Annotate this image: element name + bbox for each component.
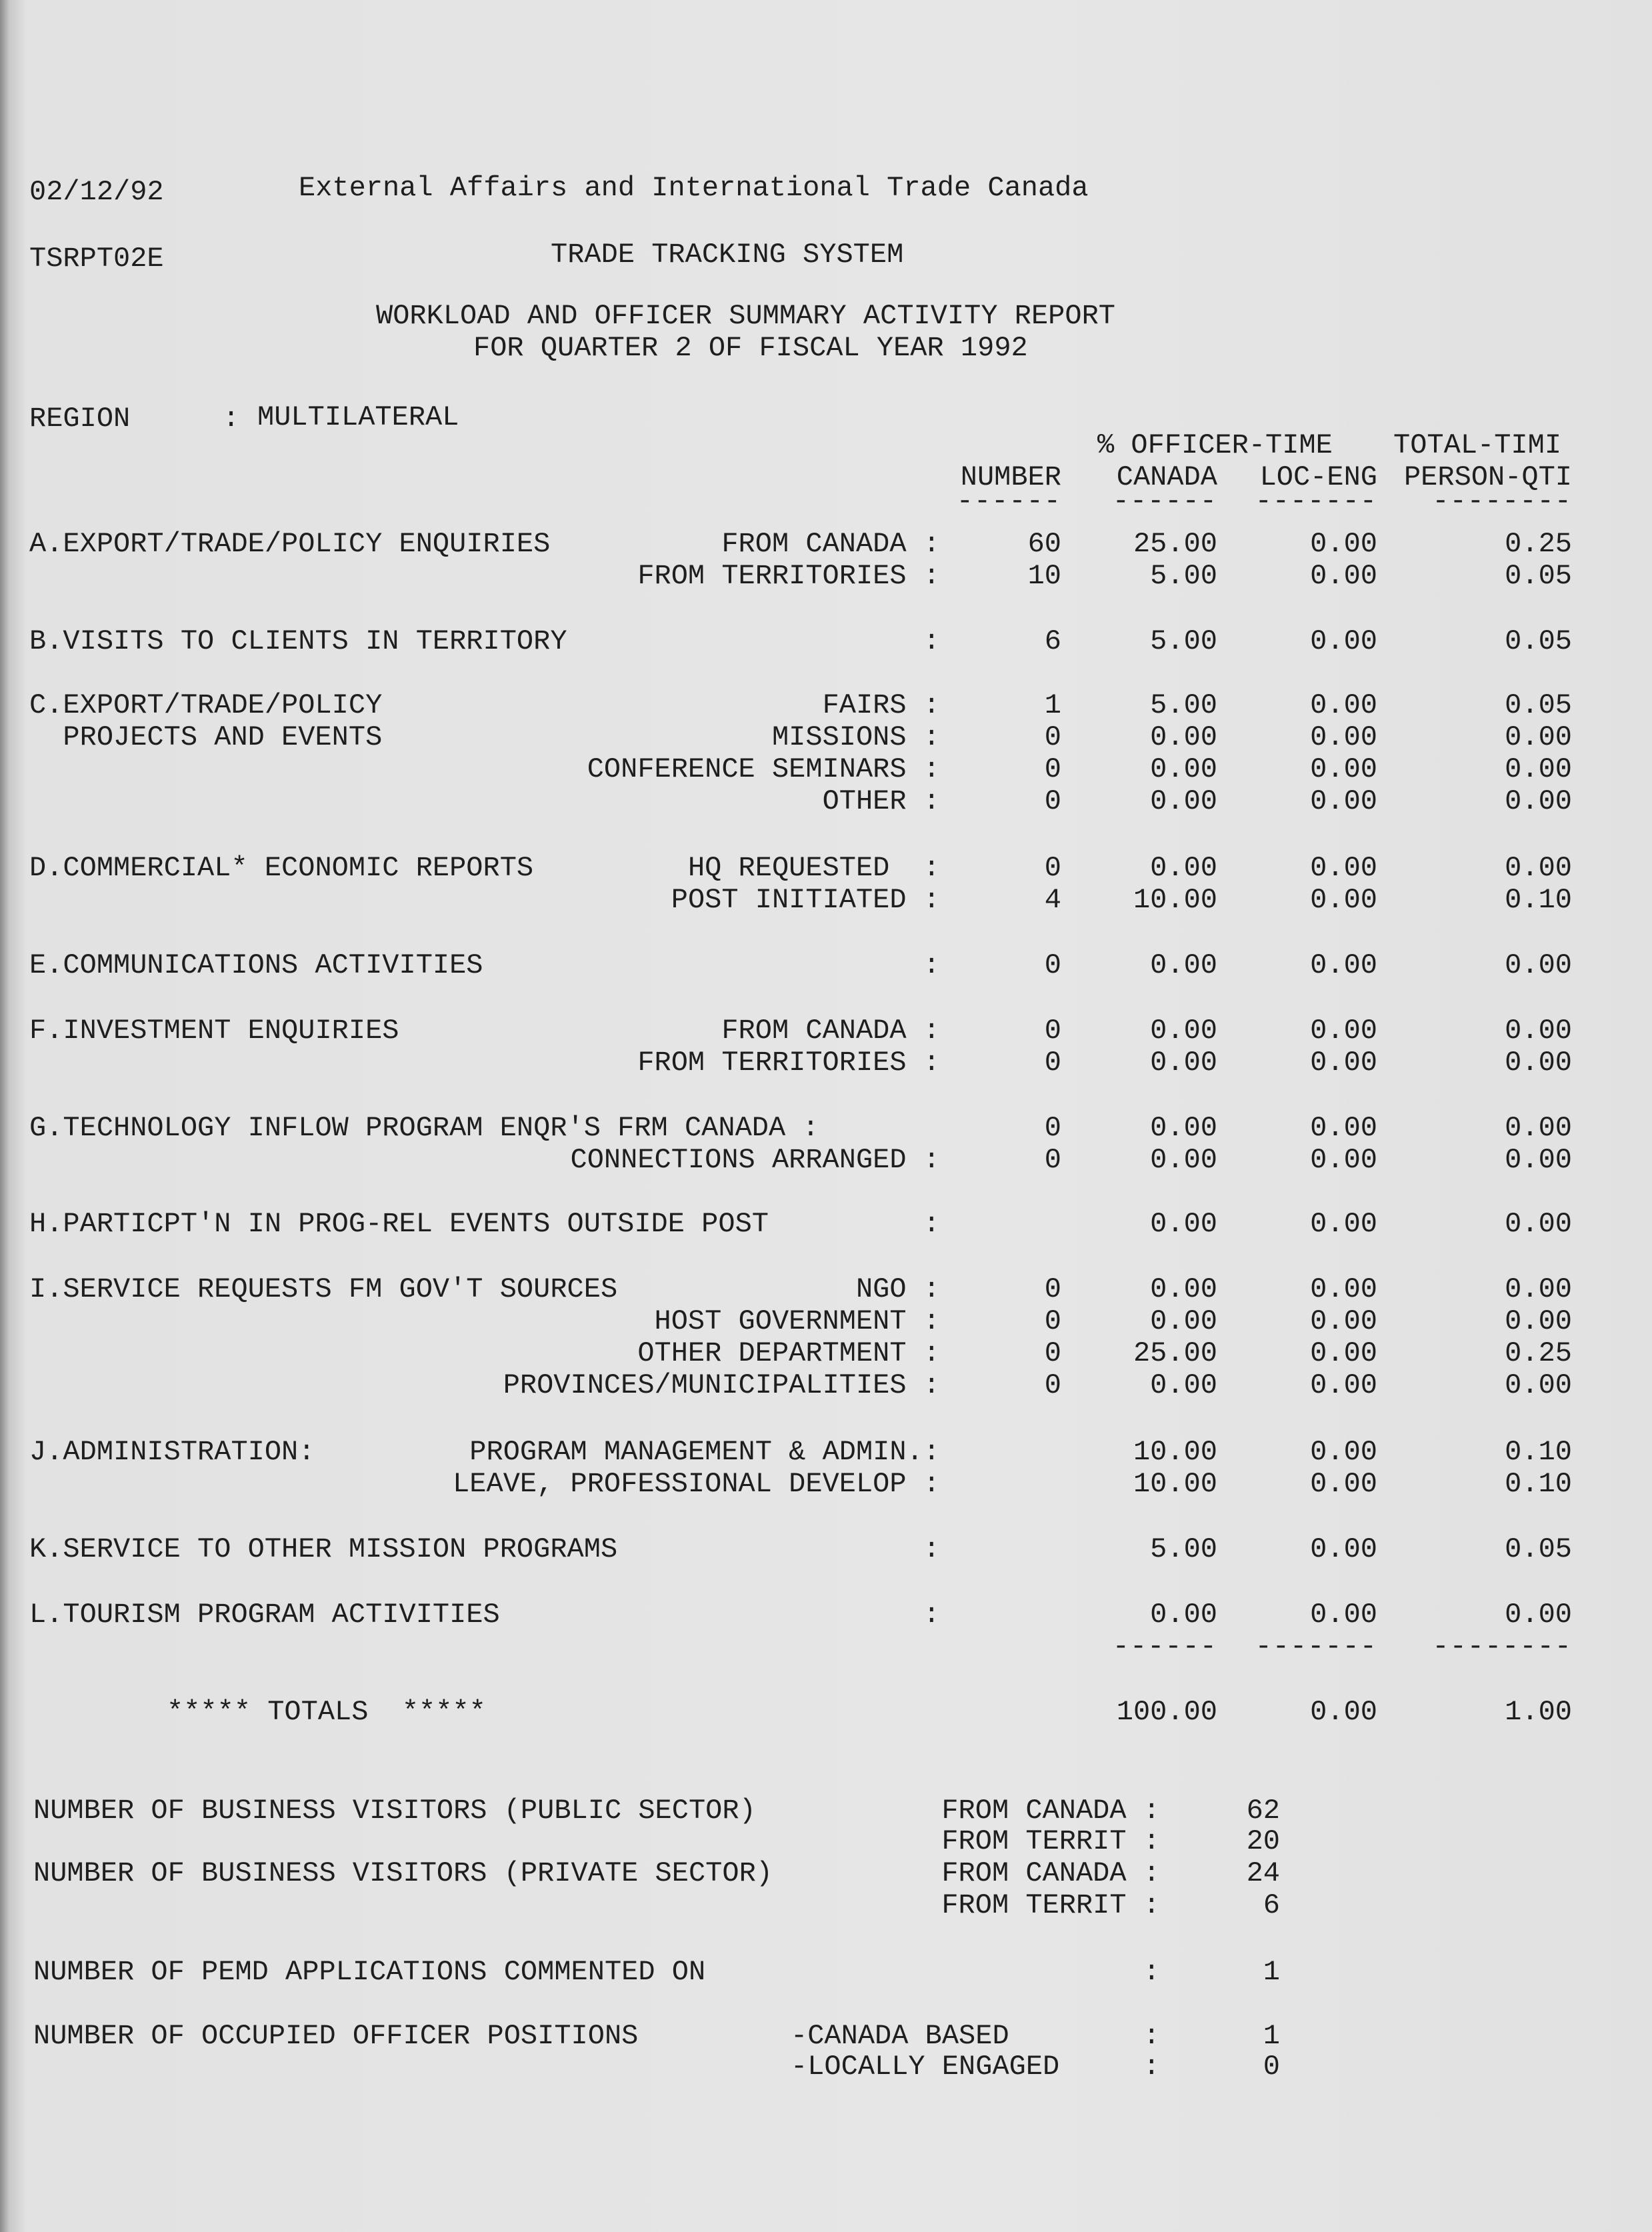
row-number: 0 <box>1044 1273 1061 1305</box>
row-loc-eng: 0.00 <box>1310 1436 1377 1468</box>
row-canada: 25.00 <box>1133 1337 1217 1369</box>
row-label: G.TECHNOLOGY INFLOW PROGRAM ENQR'S FRM CANADA : <box>29 1112 819 1144</box>
row-sublabel: : <box>923 625 940 657</box>
table-row <box>0 1436 1652 1468</box>
row-number: 1 <box>1044 689 1061 721</box>
row-person-qtr: 0.00 <box>1505 785 1572 817</box>
program-id: TSRPT02E <box>29 243 164 275</box>
pemd-value: 1 <box>1263 1956 1280 1988</box>
row-loc-eng: 0.00 <box>1310 1015 1377 1047</box>
row-loc-eng: 0.00 <box>1310 528 1377 560</box>
row-number: 0 <box>1044 949 1061 981</box>
row-number: 60 <box>1027 528 1061 560</box>
row-sublabel: FROM TERRITORIES : <box>637 1047 940 1079</box>
row-person-qtr: 0.00 <box>1505 1112 1572 1144</box>
list-item <box>0 2020 1652 2052</box>
row-number: 6 <box>1044 625 1061 657</box>
person-qtr-rule: -------- <box>1432 485 1572 517</box>
row-person-qtr: 0.00 <box>1505 1599 1572 1631</box>
row-canada: 10.00 <box>1133 1436 1217 1468</box>
visitor-origin: FROM TERRIT : <box>941 1889 1160 1921</box>
loc-eng-header: LOC-ENG <box>1259 461 1377 493</box>
totals-loc-eng: 0.00 <box>1310 1696 1377 1728</box>
row-loc-eng: 0.00 <box>1310 1144 1377 1176</box>
row-label: PROJECTS AND EVENTS <box>29 721 383 753</box>
region-label: REGION <box>29 403 131 435</box>
visitor-origin: FROM CANADA : <box>941 1857 1160 1889</box>
row-loc-eng: 0.00 <box>1310 753 1377 785</box>
row-person-qtr: 0.00 <box>1505 852 1572 884</box>
visitor-count: 20 <box>1246 1825 1280 1857</box>
report-title: WORKLOAD AND OFFICER SUMMARY ACTIVITY REPORT <box>376 300 1115 332</box>
row-canada: 0.00 <box>1150 753 1217 785</box>
row-person-qtr: 0.00 <box>1505 1047 1572 1079</box>
row-canada: 0.00 <box>1150 1369 1217 1401</box>
row-number: 4 <box>1044 884 1061 916</box>
row-label: C.EXPORT/TRADE/POLICY <box>29 689 383 721</box>
row-number: 0 <box>1044 1337 1061 1369</box>
table-row <box>0 753 1652 785</box>
table-row <box>0 1208 1652 1240</box>
positions-separator: : <box>1143 2020 1160 2052</box>
row-number: 10 <box>1027 560 1061 592</box>
visitor-origin: FROM TERRIT : <box>941 1825 1160 1857</box>
row-loc-eng: 0.00 <box>1310 1208 1377 1240</box>
row-label: J.ADMINISTRATION: <box>29 1436 315 1468</box>
table-row <box>0 785 1652 817</box>
table-row <box>0 1369 1652 1401</box>
table-row <box>0 852 1652 884</box>
number-header: NUMBER <box>960 461 1061 493</box>
row-sublabel: FROM CANADA : <box>721 1015 940 1047</box>
list-item <box>0 1795 1652 1827</box>
row-person-qtr: 0.00 <box>1505 1144 1572 1176</box>
totals-canada-rule: ------ <box>1112 1631 1217 1663</box>
row-sublabel: MISSIONS : <box>771 721 940 753</box>
row-sublabel: FROM TERRITORIES : <box>637 560 940 592</box>
positions-value: 0 <box>1263 2051 1280 2083</box>
row-loc-eng: 0.00 <box>1310 884 1377 916</box>
row-person-qtr: 0.10 <box>1505 884 1572 916</box>
row-canada: 0.00 <box>1150 785 1217 817</box>
table-row <box>0 1337 1652 1369</box>
table-row <box>0 1015 1652 1047</box>
row-sublabel: : <box>923 949 940 981</box>
positions-type: -CANADA BASED <box>791 2020 1009 2052</box>
row-loc-eng: 0.00 <box>1310 1305 1377 1337</box>
row-canada: 10.00 <box>1133 1468 1217 1500</box>
row-number: 0 <box>1044 721 1061 753</box>
row-number: 0 <box>1044 753 1061 785</box>
row-person-qtr: 0.25 <box>1505 1337 1572 1369</box>
table-row <box>0 1047 1652 1079</box>
row-canada: 5.00 <box>1150 625 1217 657</box>
row-person-qtr: 0.05 <box>1505 560 1572 592</box>
row-sublabel: PROVINCES/MUNICIPALITIES : <box>503 1369 940 1401</box>
row-person-qtr: 0.00 <box>1505 1208 1572 1240</box>
row-canada: 25.00 <box>1133 528 1217 560</box>
row-label: H.PARTICPT'N IN PROG-REL EVENTS OUTSIDE POST <box>29 1208 769 1240</box>
row-loc-eng: 0.00 <box>1310 1047 1377 1079</box>
row-sublabel: POST INITIATED : <box>671 884 940 916</box>
row-label: F.INVESTMENT ENQUIRIES <box>29 1015 399 1047</box>
row-sublabel: CONFERENCE SEMINARS : <box>587 753 940 785</box>
row-label: E.COMMUNICATIONS ACTIVITIES <box>29 949 483 981</box>
row-canada: 0.00 <box>1150 852 1217 884</box>
positions-label: NUMBER OF OCCUPIED OFFICER POSITIONS <box>33 2020 639 2052</box>
totals-person-qtr: 1.00 <box>1505 1696 1572 1728</box>
visitor-label: NUMBER OF BUSINESS VISITORS (PRIVATE SECTOR) <box>33 1857 773 1889</box>
row-loc-eng: 0.00 <box>1310 1468 1377 1500</box>
row-loc-eng: 0.00 <box>1310 1599 1377 1631</box>
region-separator: : <box>223 403 240 435</box>
table-row <box>0 1468 1652 1500</box>
row-label: B.VISITS TO CLIENTS IN TERRITORY <box>29 625 567 657</box>
positions-value: 1 <box>1263 2020 1280 2052</box>
row-loc-eng: 0.00 <box>1310 1533 1377 1565</box>
row-canada: 10.00 <box>1133 884 1217 916</box>
row-canada: 0.00 <box>1150 1112 1217 1144</box>
organization-name: External Affairs and International Trade Canada <box>299 172 1089 204</box>
row-sublabel: FAIRS : <box>822 689 940 721</box>
row-person-qtr: 0.00 <box>1505 949 1572 981</box>
row-number: 0 <box>1044 852 1061 884</box>
row-person-qtr: 0.10 <box>1505 1468 1572 1500</box>
row-loc-eng: 0.00 <box>1310 1273 1377 1305</box>
row-loc-eng: 0.00 <box>1310 1369 1377 1401</box>
list-item <box>0 1889 1652 1921</box>
row-sublabel: LEAVE, PROFESSIONAL DEVELOP : <box>453 1468 940 1500</box>
table-row <box>0 884 1652 916</box>
row-sublabel: CONNECTIONS ARRANGED : <box>570 1144 940 1176</box>
row-canada: 5.00 <box>1150 1533 1217 1565</box>
table-row <box>0 625 1652 657</box>
row-number: 0 <box>1044 1047 1061 1079</box>
row-label: L.TOURISM PROGRAM ACTIVITIES <box>29 1599 500 1631</box>
row-person-qtr: 0.00 <box>1505 721 1572 753</box>
totals-person-qtr-rule: -------- <box>1432 1631 1572 1663</box>
row-sublabel: : <box>923 1533 940 1565</box>
row-person-qtr: 0.25 <box>1505 528 1572 560</box>
row-person-qtr: 0.00 <box>1505 1305 1572 1337</box>
pemd-label: NUMBER OF PEMD APPLICATIONS COMMENTED ON <box>33 1956 706 1988</box>
row-sublabel: HOST GOVERNMENT : <box>654 1305 940 1337</box>
row-loc-eng: 0.00 <box>1310 625 1377 657</box>
report-period: FOR QUARTER 2 OF FISCAL YEAR 1992 <box>473 332 1028 364</box>
row-label: A.EXPORT/TRADE/POLICY ENQUIRIES <box>29 528 551 560</box>
row-canada: 0.00 <box>1150 949 1217 981</box>
row-person-qtr: 0.00 <box>1505 1369 1572 1401</box>
loc-eng-rule: ------- <box>1255 485 1377 517</box>
number-rule: ------ <box>956 485 1061 517</box>
visitor-count: 62 <box>1246 1795 1280 1827</box>
row-canada: 0.00 <box>1150 1273 1217 1305</box>
row-label: D.COMMERCIAL* ECONOMIC REPORTS <box>29 852 534 884</box>
table-row <box>0 1112 1652 1144</box>
total-time-header: TOTAL-TIMI <box>1393 429 1562 461</box>
visitor-count: 24 <box>1246 1857 1280 1889</box>
row-person-qtr: 0.05 <box>1505 625 1572 657</box>
row-sublabel: : <box>923 1599 940 1631</box>
table-row <box>0 1144 1652 1176</box>
table-row <box>0 689 1652 721</box>
list-item <box>0 1857 1652 1889</box>
person-qtr-header: PERSON-QTI <box>1403 461 1572 493</box>
visitor-label: NUMBER OF BUSINESS VISITORS (PUBLIC SECTOR) <box>33 1795 756 1827</box>
row-sublabel: : <box>923 1208 940 1240</box>
positions-type: -LOCALLY ENGAGED <box>791 2051 1060 2083</box>
row-number: 0 <box>1044 1112 1061 1144</box>
row-person-qtr: 0.00 <box>1505 1015 1572 1047</box>
visitor-count: 6 <box>1263 1889 1280 1921</box>
table-row <box>0 560 1652 592</box>
row-sublabel: NGO : <box>855 1273 940 1305</box>
row-number: 0 <box>1044 1305 1061 1337</box>
row-loc-eng: 0.00 <box>1310 560 1377 592</box>
row-sublabel: PROGRAM MANAGEMENT & ADMIN.: <box>469 1436 940 1468</box>
row-loc-eng: 0.00 <box>1310 1112 1377 1144</box>
row-person-qtr: 0.05 <box>1505 1533 1572 1565</box>
table-row <box>0 528 1652 560</box>
row-loc-eng: 0.00 <box>1310 949 1377 981</box>
list-item <box>0 1825 1652 1857</box>
row-person-qtr: 0.05 <box>1505 689 1572 721</box>
row-number: 0 <box>1044 1369 1061 1401</box>
canada-header: CANADA <box>1116 461 1217 493</box>
row-loc-eng: 0.00 <box>1310 721 1377 753</box>
row-loc-eng: 0.00 <box>1310 852 1377 884</box>
officer-time-header: % OFFICER-TIME <box>1097 429 1333 461</box>
canada-rule: ------ <box>1112 485 1217 517</box>
row-canada: 5.00 <box>1150 560 1217 592</box>
table-row <box>0 1533 1652 1565</box>
row-canada: 0.00 <box>1150 1047 1217 1079</box>
row-number: 0 <box>1044 1144 1061 1176</box>
visitor-origin: FROM CANADA : <box>941 1795 1160 1827</box>
system-name: TRADE TRACKING SYSTEM <box>551 239 904 271</box>
row-person-qtr: 0.00 <box>1505 1273 1572 1305</box>
pemd-separator: : <box>1143 1956 1160 1988</box>
report-date: 02/12/92 <box>29 176 164 208</box>
row-label: I.SERVICE REQUESTS FM GOV'T SOURCES <box>29 1273 618 1305</box>
row-canada: 0.00 <box>1150 1208 1217 1240</box>
table-row <box>0 1599 1652 1631</box>
positions-separator: : <box>1143 2051 1160 2083</box>
row-canada: 0.00 <box>1150 721 1217 753</box>
totals-label: ***** TOTALS ***** <box>167 1696 486 1728</box>
row-loc-eng: 0.00 <box>1310 785 1377 817</box>
row-sublabel: OTHER : <box>822 785 940 817</box>
table-row <box>0 949 1652 981</box>
totals-loc-eng-rule: ------- <box>1255 1631 1377 1663</box>
region-value: MULTILATERAL <box>257 401 459 433</box>
table-row <box>0 1305 1652 1337</box>
table-row <box>0 721 1652 753</box>
row-canada: 0.00 <box>1150 1015 1217 1047</box>
row-canada: 0.00 <box>1150 1144 1217 1176</box>
row-person-qtr: 0.00 <box>1505 753 1572 785</box>
row-number: 0 <box>1044 785 1061 817</box>
row-canada: 5.00 <box>1150 689 1217 721</box>
row-number: 0 <box>1044 1015 1061 1047</box>
row-sublabel: FROM CANADA : <box>721 528 940 560</box>
row-canada: 0.00 <box>1150 1305 1217 1337</box>
row-loc-eng: 0.00 <box>1310 1337 1377 1369</box>
totals-row <box>0 1696 1652 1728</box>
table-row <box>0 1273 1652 1305</box>
row-label: K.SERVICE TO OTHER MISSION PROGRAMS <box>29 1533 618 1565</box>
pemd-row <box>0 1956 1652 1988</box>
totals-canada: 100.00 <box>1116 1696 1217 1728</box>
row-sublabel: OTHER DEPARTMENT : <box>637 1337 940 1369</box>
row-sublabel: HQ REQUESTED : <box>687 852 940 884</box>
row-loc-eng: 0.00 <box>1310 689 1377 721</box>
list-item <box>0 2051 1652 2083</box>
row-canada: 0.00 <box>1150 1599 1217 1631</box>
row-person-qtr: 0.10 <box>1505 1436 1572 1468</box>
